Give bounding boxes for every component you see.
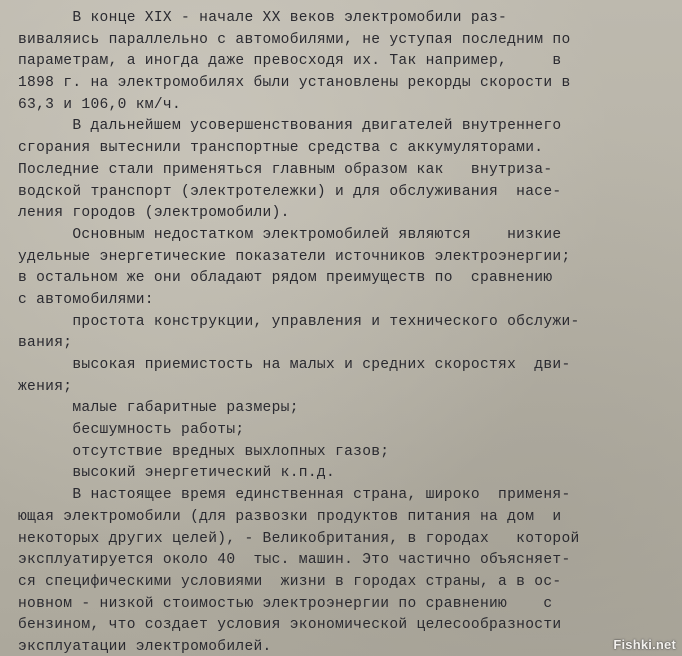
text-line: водской транспорт (электротележки) и для обслуживания насе- bbox=[18, 183, 562, 200]
text-line: ся специфическими условиями жизни в городах страны, а в ос- bbox=[18, 573, 562, 590]
text-line: бесшумность работы; bbox=[18, 422, 245, 439]
text-line: параметрам, а иногда даже превосходя их. Так например, в bbox=[18, 53, 562, 70]
document-text bbox=[18, 8, 658, 656]
text-line: в остальном же они обладают рядом преимуществ по сравнению bbox=[18, 270, 553, 287]
text-line: ющая электромобили (для развозки продуктов питания на дом и bbox=[18, 508, 562, 525]
text-line: жения; bbox=[18, 378, 73, 395]
text-line: эксплуатации электромобилей. bbox=[18, 638, 272, 655]
text-line: отсутствие вредных выхлопных газов; bbox=[18, 443, 390, 460]
text-line: 1898 г. на электромобилях были установлены рекорды скорости в bbox=[18, 75, 571, 92]
text-line: с автомобилями: bbox=[18, 291, 154, 308]
text-line: высокая приемистость на малых и средних скоростях дви- bbox=[18, 357, 571, 373]
text-line: новном - низкой стоимостью электроэнергии по сравнению с bbox=[18, 595, 553, 612]
text-line: В дальнейшем усовершенствования двигателей внутреннего bbox=[18, 118, 562, 135]
text-line: вания; bbox=[18, 335, 73, 352]
text-line: удельные энергетические показатели источников электроэнергии; bbox=[18, 248, 571, 265]
text-line: В конце XIX - начале XX веков электромобили раз- bbox=[18, 10, 508, 26]
text-line: сгорания вытеснили транспортные средства с аккумуляторами. bbox=[18, 140, 544, 157]
text-line: эксплуатируется около 40 тыс. машин. Это частично объясняет- bbox=[18, 552, 571, 569]
watermark: Fishki.net bbox=[613, 637, 676, 652]
text-line: ления городов (электромобили). bbox=[18, 205, 290, 222]
text-line: некоторых других целей), - Великобритания, в городах которой bbox=[18, 530, 580, 547]
text-line: простота конструкции, управления и технического обслужи- bbox=[18, 313, 580, 330]
text-line: виваляись параллельно с автомобилями, не уступая последним по bbox=[18, 31, 571, 48]
text-line: Основным недостатком электромобилей являются низкие bbox=[18, 226, 562, 243]
text-line: 63,3 и 106,0 км/ч. bbox=[18, 96, 182, 113]
text-line: высокий энергетический к.п.д. bbox=[18, 465, 336, 482]
text-line: В настоящее время единственная страна, широко применя- bbox=[18, 487, 571, 504]
text-line: малые габаритные размеры; bbox=[18, 400, 299, 417]
text-line: Последние стали применяться главным образом как внутриза- bbox=[18, 161, 553, 178]
text-line: бензином, что создает условия экономической целесообразности bbox=[18, 617, 562, 634]
